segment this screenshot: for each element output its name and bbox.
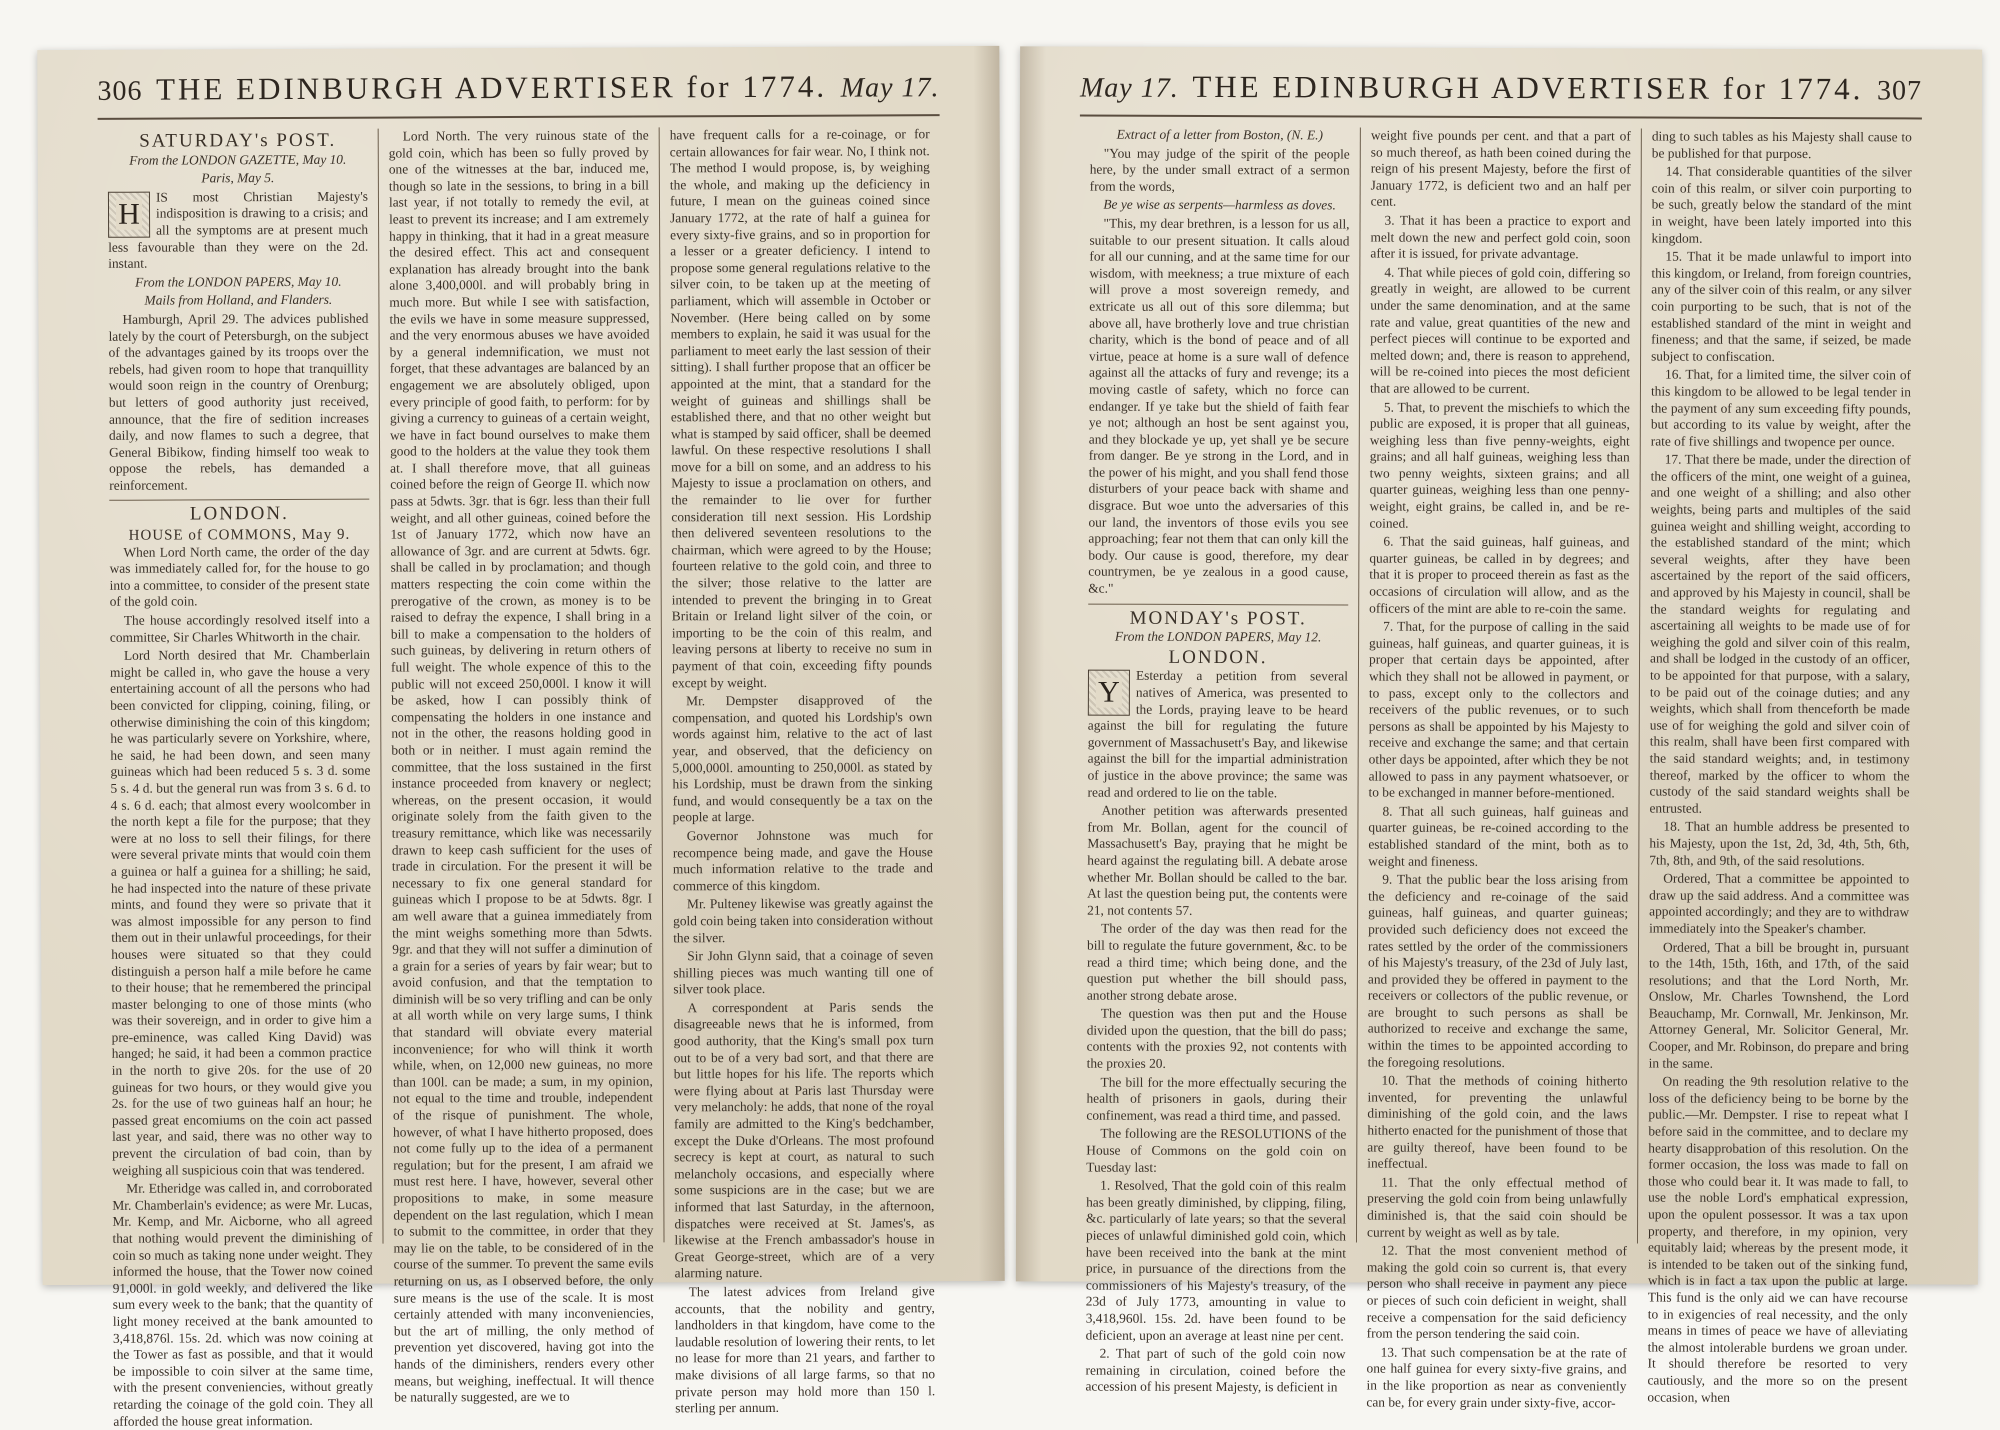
left-page: [37, 46, 1004, 1429]
resolution: 1. Resolved, That the gold coin of this realm has been greatly diminished, by clipping, filing, &c. particularly of late years; so that the several pieces of unlawful diminished gold coin, which have been received into the bank at the mint price, in pursuance of the directions from the commissioners of his Majesty's treasury, of the 23d of July 1773, amounting in value to 3,418,960l. 15s. 2d. have been found to be deficient, upon an average at least nine per cent.: [1085, 1177, 1347, 1344]
column-2: [1357, 127, 1642, 1410]
column-2: [379, 127, 665, 1405]
fold-shadow: [1016, 46, 1046, 1281]
resolution: 8. That all such guineas, half guineas and quarter guineas, be re-coined according to the established standard of the mint, both as to weight and fineness.: [1368, 803, 1629, 869]
dateline: Paris, May 5.: [201, 170, 275, 186]
article-paragraph: "You may judge of the spirit of the people here, by the under small extract of a sermon from the words,: [1089, 145, 1350, 194]
issue-date: May 17.: [1079, 72, 1179, 104]
issue-date: May 17.: [840, 72, 940, 104]
running-head-right: [1080, 69, 1922, 112]
article-paragraph: When Lord North came, the order of the day was immediately called for, for the house to go into a committee, to consider of the present state of the gold coin.: [109, 543, 370, 610]
article-paragraph: ding to such tables as his Majesty shall cause to be published for that purpose.: [1651, 128, 1912, 161]
section-rule: [1088, 603, 1348, 605]
page-number: 307: [1876, 75, 1923, 107]
resolution: 7. That, for the purpose of calling in the said guineas, half guineas, and quarter guineas, it is proper that certain days be appointed, after which they shall not be allowed in payment, or to pass, except only to the collectors and receivers of the public revenues, or to such persons as shall be appointed by his Majesty to receive and exchange the same; and that certain other days be appointed, after which they be not allowed to pass in any payment whatsoever, or to be exchanged in manner before-mentioned.: [1368, 618, 1630, 801]
column-3: [660, 126, 945, 1416]
article-paragraph: Ordered, That a committee be appointed to draw up the said address. And a committee was appointed accordingly; and they are to withdraw immediately into the Speaker's chamber.: [1649, 870, 1910, 937]
article-paragraph: Another petition was afterwards presented from Mr. Bollan, agent for the council of Massachusett's Bay, praying that he might be heard against the regulating bill. A debate arose whether Mr. Bollan should be called to the bar. At last the question being put, the contents were 21, not contents 57.: [1087, 802, 1348, 918]
header-rule: [1080, 115, 1922, 120]
resolution: 5. That, to prevent the mischiefs to which the public are exposed, it is proper that all guineas, weighing less than five penny-weights, eight grains; and all half guineas, weighing less than two penny weights, sixteen grains; and all quarter guineas, weighing less than one penny-weight, eight grains, be called in, and be re-coined.: [1369, 399, 1630, 531]
resolution: 12. That the most convenient method of making the gold coin so current is, that every person who shall receive in payment any piece or pieces of such coin deficient in weight, shall receive a compensation for the said deficiency from the person tendering the said coin.: [1366, 1242, 1627, 1342]
resolution: 18. That an humble address be presented to his Majesty, upon the 1st, 2d, 3d, 4th, 5th, 6th, 7th, 8th, and 9th, of the said resolutions.: [1649, 818, 1910, 868]
dropcap: H: [108, 191, 150, 237]
article-paragraph: Mr. Dempster disapproved of the compensation, and quoted his Lordship's own words against him, relative to the act of last year, and observed, that the deficiency on 5,000,000l. amounting to 250,000l. as stated by his Lordship, must be drawn from the sinking fund, and would consequently be a tax on the people at large.: [672, 692, 933, 825]
article-paragraph: The question was then put and the House divided upon the question, that the bill do pass; contents with the proxies 92, not contents with the proxies 20.: [1086, 1005, 1347, 1071]
columns-left: [98, 126, 945, 1429]
article-paragraph: Mr. Etheridge was called in, and corroborated Mr. Chamberlain's evidence; as were Mr. Lucas, Mr. Kemp, and Mr. Aicborne, who all agreed that nothing would prevent the diminishing of coin so much as taking none under weight. They informed the house, that the Tower now coined 91,000l. in gold weekly, and delivered the like sum every week to the bank; that the quantity of light money received at the bank amounted to 3,418,876l. 15s. 2d. which was now coining at the Tower as fast as possible, and that it would be impossible to coin silver at the same time, with the present conveniencies, without greatly retarding the coinage of the gold coin. They all afforded the house great information.: [112, 1179, 374, 1429]
resolution: 17. That there be made, under the direction of the officers of the mint, one weight of a guinea, and one weight of a shilling; and also other weights, being parts and multiples of the said guinea weight and shilling weight, according to the established standard of the mint; which several weights, after they have been ascertained by the report of the said officers, and approved by his Majesty in council, shall be the standard weights for regulating and ascertaining all weights to be made use of for weighing the gold and silver coin of this realm, and shall be lodged in the custody of an officer, to be appointed for that purpose, with a salary, to be paid out of the coinage duties; and any weights, which shall from thenceforth be made use of for weighing the gold and silver coin of this realm, shall have been first compared with the said standard weights; and, in testimony thereof, marked by the officer to whom the custody of the said standard weights shall be entrusted.: [1649, 451, 1911, 816]
fold-shadow: [973, 46, 1004, 1281]
article-paragraph: Mr. Pulteney likewise was greatly against the gold coin being taken into consideration without the silver.: [673, 895, 934, 945]
column-1: [98, 129, 384, 1429]
masthead-title: THE EDINBURGH ADVERTISER for 1774.: [155, 68, 828, 107]
article-paragraph: weight five pounds per cent. and that a part of so much thereof, as hath been coined during the reign of his present Majesty, before the first of January 1772, is deficient two and an half per cent.: [1370, 127, 1631, 210]
resolution: 4. That while pieces of gold coin, differing so greatly in weight, are allowed to be current under the same denomination, and at the same rate and value, great quantities of the new and perfect pieces will continue to be exported and melted down; and, there is reason to apprehend, will be re-coined into pieces the most deficient that are allowed to be current.: [1369, 264, 1631, 397]
column-3: [1638, 128, 1922, 1405]
article-paragraph: have frequent calls for a re-coinage, or for certain allowances for fair wear. No, I think not. The method I would propose, is, by weighing the whole, and making up the deficiency in future, I mean on the guineas coined since January 1772, at the rate of half a guinea for every sixty-five grains, and so in proportion for a lesser or a greater deficiency. I intend to propose some general regulations relative to the silver coin, to be taken up at the meeting of parliament, which will assemble in October or November. (Here being called on by some members to explain, he said it was usual for the parliament to meet early the last session of their sitting). I shall further propose that an officer be appointed at the mint, that a standard for the weight of guineas and shillings shall be established there, and that no other weight but what is stamped by said officer, shall be deemed lawful. On these respective resolutions I shall move for a bill on some, and an address to his Majesty to issue a proclamation on others, and the remainder to lie over for further consideration till next session. His Lordship then delivered seventeen resolutions to the chairman, which were agreed to by the House; fourteen relative to the gold coin, and three to the silver; those relative to the latter are intended to prevent the bringing in to Great Britain or Ireland light silver of the coin, or importing to be the coin of this realm, and leaving persons at liberty to receive no sum in payment of that coin, exceeding fifty pounds except by weight.: [669, 126, 933, 690]
article-paragraph: Governor Johnstone was much for recompence being made, and gave the House much information relative to the trade and commerce of this kingdom.: [672, 827, 933, 894]
resolution: 16. That, for a limited time, the silver coin of this kingdom to be allowed to be legal tender in the payment of any sum exceeding fifty pounds, but according to its value by weight, after the rate of five shillings and twopence per ounce.: [1650, 366, 1912, 450]
letter-heading: Extract of a letter from Boston, (N. E.): [1116, 126, 1324, 143]
resolution: 9. That the public bear the loss arising from the deficiency and re-coinage of the said guineas, half guineas, and quarter guineas; provided such deficiency does not exceed the rates settled by the order of the commissioners of his Majesty's treasury, of the 23d of July last, and provided they be offered in payment to the receivers or collectors of the public revenue, or are brought to such persons as shall be authorized to receive and exchange the same, within the times to be appointed according to the foregoing resolutions.: [1367, 871, 1629, 1070]
post-title: SATURDAY's POST.: [139, 129, 337, 152]
masthead-title: THE EDINBURGH ADVERTISER for 1774.: [1192, 68, 1864, 107]
dateline: Mails from Holland, and Flanders.: [144, 292, 333, 308]
resolution: 10. That the methods of coining hitherto invented, for preventing the unlawful diminishing of the gold coin, and the laws hitherto enacted for the punishment of those that are guilty thereof, have been found to be ineffectual.: [1367, 1072, 1628, 1171]
right-page: [1016, 46, 1982, 1410]
article-paragraph: Lord North desired that Mr. Chamberlain might be called in, who gave the house a very entertaining account of all the persons who had been convicted for clipping, coining, filing, or otherwise diminishing the coin of this kingdom; he was particularly severe on Yorkshire, where, he said, he had been down, and seen many guineas which had been reduced 5 s. 3 d. some 5 s. 4 d. but the general run was from 3 s. 6 d. to 4 s. 6 d. each; that almost every woolcomber in the north kept a file for the purpose; that they were at no loss to sell their filings, for there were several private mints that would coin them a guinea or half a guinea for a shilling; he said, he had inspected into the nature of these private mints, and found they were so private that it was almost impossible for any person to find them out in their unlawful proceedings, for their houses were situated so that they could distinguish a person half a mile before he came to their house; that he remembered the principal master belonging to one of those mints (who was their sovereign, and in order to give him a pre-eminence, was called King David) was hanged; he said, it had been a common practice in the north to give 20s. for the use of 20 guineas for two hours, or they would give you 2s. for the use of two guineas half an hour; he passed great encomiums on the coin act passed last year, and said, there was no other way to prevent the circulation of bad coin, than by weighing all suspicious coin that was tendered.: [109, 646, 373, 1178]
article-paragraph: Sir John Glynn said, that a coinage of seven shilling pieces was much wanting till one of silver took place.: [673, 947, 934, 997]
source-line: From the LONDON GAZETTE, May 10.: [129, 151, 347, 168]
page-number: 306: [97, 75, 143, 107]
article-paragraph: Esterday a petition from several natives of America, was presented to the Lords, praying leave to be heard against the bill for regulating the future government of Massachusett's Bay, and likewise against the bill for the impartial administration of justice in the above province; the same was read and ordered to lie on the table.: [1087, 668, 1348, 800]
article-paragraph: Hamburgh, April 29. The advices published lately by the court of Petersburgh, on the subject of the advantages gained by its troops over the rebels, had given room to hope that tranquillity would soon reign in the country of Orenburg; but letters of good authority just received, announce, that the fire of sedition increases daily, and now flames to such a degree, that General Bibikow, finding himself too weak to oppose the rebels, has demanded a reinforcement.: [108, 310, 370, 493]
article-paragraph: A correspondent at Paris sends the disagreeable news that he is informed, from good authority, that the King's small pox turn out to be of a very bad sort, and that there are but little hopes for his life. The reports which were flying about at Paris last Thursday were very melancholy: he adds, that none of the royal family are admitted to the King's bedchamber, except the Duke d'Orleans. The most profound secrecy is kept at court, as natural to such melancholy occasions, and especially where some suspicions are in the case; but we are informed that last Saturday, in the afternoon, dispatches were received at St. James's, as likewise at the French ambassador's house in Great George-street, which are of a very alarming nature.: [673, 999, 935, 1281]
resolution: 11. That the only effectual method of preserving the gold coin from being unlawfully diminished is, that the said coin should be current by weight as well as by tale.: [1366, 1174, 1628, 1240]
article-paragraph: Ordered, That a bill be brought in, pursuant to the 14th, 15th, 16th, and 17th, of the said resolutions; and that the Lord North, Mr. Onslow, Mr. Charles Townshend, the Lord Beauchamp, Mr. Cornwall, Mr. Jenkinson, Mr. Attorney General, Mr. Solicitor General, Mr. Cooper, and Mr. Robinson, do prepare and bring in the same.: [1648, 939, 1910, 1071]
resolution: 3. That it has been a practice to export and melt down the new and perfect gold coin, soon after it is issued, for private advantage.: [1370, 212, 1631, 262]
article-paragraph: "This, my dear brethren, is a lesson for us all, suitable to our present situation. It calls aloud for all our cunning, and at the same time for our wisdom, with meekness; a true mixture of each will prove a most sovereign remedy, and extricate us all out of this sore dilemma; but above all, have brotherly love and true christian charity, which is the bond of peace and of all virtue, peace at home is a sure wall of defence against all the attacks of fury and revenge; its a moving castle of safety, which no force can endanger. If ye take but the shield of faith fear ye not; although an host be sent against you, and they blockade ye up, yet shall ye be secure from danger. Be ye strong in the Lord, and in the power of his might, and you shall fend those disturbers of your peace back with shame and disgrace. But woe unto the adversaries of this our land, the inventors of those evils you see approaching; fear not them that can only kill the body. Our cause is good, therefore, my dear countrymen, be ye zealous in a good cause, &c.": [1088, 215, 1350, 596]
section-subheading: HOUSE of COMMONS, May 9.: [128, 526, 351, 544]
post-title: MONDAY's POST.: [1129, 607, 1307, 629]
section-heading: LONDON.: [1168, 646, 1268, 669]
resolution: 2. That part of such of the gold coin now remaining in circulation, coined before the accession of his present Majesty, is deficient in: [1085, 1345, 1346, 1395]
sermon-text: Be ye wise as serpents—harmless as doves.: [1103, 196, 1336, 213]
running-head-left: [97, 68, 939, 112]
column-1: [1076, 126, 1361, 1395]
columns-right: [1076, 126, 1922, 1410]
header-rule: [98, 114, 940, 120]
article-paragraph: The order of the day was then read for the bill to regulate the future government, &c. to be read a third time; which being done, and the question put whether the bill should pass, another strong debate arose.: [1086, 920, 1348, 1003]
resolution: 6. That the said guineas, half guineas, and quarter guineas, be called in by degrees; and that it is proper to proceed therein as fast as the occasions of circulation will allow, and as the officers of the mint are able to re-coin the same.: [1369, 533, 1630, 617]
resolution: 14. That considerable quantities of the silver coin of this realm, or silver coin purporting to be such, greatly below the standard of the mint in weight, have been lately imported into this kingdom.: [1651, 163, 1912, 246]
article-paragraph: The bill for the more effectually securing the health of prisoners in gaols, during their confinement, was read a third time, and passed.: [1086, 1074, 1347, 1124]
article-paragraph: IS most Christian Majesty's indisposition is drawing to a crisis; and all the symptoms are at present much less favourable than they were on the 2d. instant.: [108, 188, 369, 271]
resolution: 13. That such compensation be at the rate of one half guinea for every sixty-five grains, and in the like proportion as near as conveniently can be, for every grain under sixty-five, accor-: [1366, 1344, 1627, 1410]
section-heading: LONDON.: [189, 503, 289, 525]
dropcap: Y: [1088, 670, 1130, 716]
resolution: 15. That it be made unlawful to import into this kingdom, or Ireland, from foreign countries, any of the silver coin of this realm, or any silver coin purporting to be such, that is not of the established standard of the mint in weight and fineness; and that the same, if seized, be made subject to confiscation.: [1651, 248, 1912, 364]
article-paragraph: The following are the RESOLUTIONS of the House of Commons on the gold coin on Tuesday last:: [1086, 1126, 1347, 1175]
article-paragraph: On reading the 9th resolution relative to the loss of the deficiency being to be borne by the public.—Mr. Dempster. I rise to repeat what I before said in the committee, and to declare my hearty disapprobation of this resolution. On the former occasion, the loss was made to fall on those who could bear it. It was made to fall, to use the noble Lord's emphatical expression, upon the opulent possessor. It was a tax upon property, and therefore, in my opinion, very equitably laid; whereas by the present mode, it is intended to be taken out of the sinking fund, which is in fact a tax upon the public at large. This fund is the only aid we can have recourse to in exigencies of real necessity, and the only means in times of peace we have of alleviating the almost intolerable burdens we groan under. It should therefore be resorted to very cautiously, and the more so on the present occasion, when: [1647, 1073, 1909, 1405]
article-paragraph: Lord North. The very ruinous state of the gold coin, which has been so fully proved by one of the witnesses at the bar, induced me, though so late in the sessions, to bring in a bill last year, if not totally to remedy the evil, at least to prevent its increase; and I am extremely happy in thinking, that it had in a great measure the desired effect. This act and consequent explanation has already brought into the bank alone 3,400,000l. and will probably bring in much more. But while I see with satisfaction, the evils we have in some measure suppressed, and the very enormous abuses we have avoided by a general indemnification, we must not forget, that these advantages are balanced by an engagement we are absolutely obliged, upon every principle of good faith, to perform: for by giving a currency to guineas of a certain weight, we have in fact bound ourselves to make them good to the holders at the value they took them at. I shall therefore move, that all guineas coined before the reign of George II. which now pass at 5dwts. 3gr. that is 6gr. less than their full weight, and all other guineas, coined before the 1st of January 1772, which now have an allowance of 3gr. and are current at 5dwts. 6gr. shall be called in by proclamation; and though matters respecting the coin come within the prerogative of the crown, as money is to be raised to defray the expence, I shall bring in a bill to make a compensation to the holders of such guineas, by delivering in return others of full weight. The whole expence of this to the public will not exceed 250,000l. I know it will be asked, how I can possibly think of compensating the holders in one instance and not in the other, the reasons holding good in both or in neither. I must again remind the committee, that the loss sustained in the first instance proceeded from knavery or neglect; whereas, on the present occasion, it would originate solely from the faith given to the treasury remittance, which like was necessarily drawn to keep cash sufficient for the uses of trade in circulation. For the present it will be necessary to fix one general standard for guineas which I propose to be at 5dwts. 8gr. I am well aware that a guinea immediately from the mint weighs something more than 5dwts. 9gr. and that they will not suffer a diminution of a grain for a series of years by fair wear; but to avoid confusion, and that the temptation to diminish will be so very trifling and can be only at all worth while on very large sums, I think that standard will obviate every material inconvenience; for who will think it worth while, when, on 12,000 new guineas, no more than 100l. can be made; a sum, in my opinion, not equal to the time and trouble, independent of the risque of punishment. The whole, however, of what I have hitherto proposed, does not come fully up to the idea of a permanent regulation; but for the present, I am afraid we must rest here. I have, however, several other propositions to make, in some measure dependent on the last regulation, which I mean to submit to the committee, in order that they may lie on the table, to be considered of in the course of the summer. To prevent the same evils returning on us, as I observed before, the only sure means is the use of the scale. It is most certainly attended with many inconveniencies, but the art of milling, the only method of prevention yet discovered, having got into the hands of the diminishers, renders every other means, but weighing, ineffectual. It will thence be naturally suggested, are we to: [388, 127, 655, 1405]
article-paragraph: The house accordingly resolved itself into a committee, Sir Charles Whitworth in the chair.: [109, 611, 370, 645]
source-line: From the LONDON PAPERS, May 12.: [1114, 628, 1322, 645]
source-line: From the LONDON PAPERS, May 10.: [135, 273, 342, 290]
section-rule: [109, 499, 369, 501]
article-paragraph: The latest advices from Ireland give accounts, that the nobility and gentry, landholders in that kingdom, have come to the laudable resolution of lowering their rents, to let no lease for more than 21 years, and farther to make divisions of all large farms, so that no private person may hold more than 150 l. sterling per annum.: [674, 1283, 936, 1416]
